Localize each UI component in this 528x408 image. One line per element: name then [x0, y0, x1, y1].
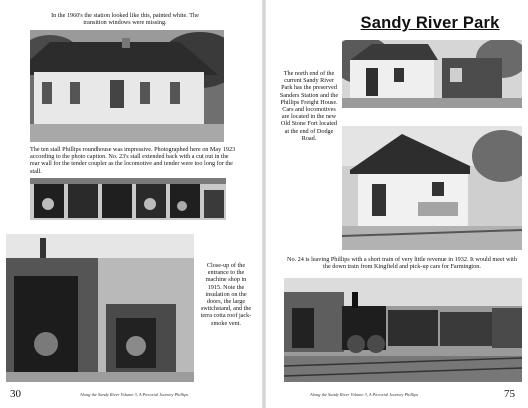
caption-roundhouse: The ten stall Phillips roundhouse was impressive. Photographed here on May 1923 according to the photo caption. No. 23's stall extended back with a cut out in the rear wall for the tender coupler as the locomotive and tender were too long for the stall. — [30, 146, 236, 175]
page-number-right: 75 — [504, 388, 515, 400]
caption-no-24: No. 24 is leaving Phillips with a short train of very little revenue in 1932. It would meet with the down train from Kingfield and pick-up cars for Farmington. — [287, 256, 517, 271]
caption-machine-shop: Close-up of the entrance to the machine shop in 1915. Note the insulation on the doors, the large switchstand, and the terra cotta roof jack-smoke vent. — [200, 262, 252, 327]
footer-left: Along the Sandy River Volume 3, A Pictorial Journey Phillips — [80, 392, 189, 397]
book-gutter — [262, 0, 266, 408]
photo-roundhouse — [30, 178, 226, 220]
photo-machine-shop — [6, 234, 194, 382]
page-title: Sandy River Park — [360, 14, 500, 32]
footer-right: Along the Sandy River Volume 3, A Pictorial Journey Phillips — [310, 392, 419, 397]
photo-phillips-station — [30, 30, 224, 142]
photo-sanders-station — [342, 40, 522, 108]
caption-station-1960s: In the 1960's the station looked like this, painted white. The transition windows were missing. — [51, 12, 199, 27]
photo-freight-house — [342, 126, 522, 250]
page-number-left: 30 — [10, 388, 21, 400]
caption-sandy-river-park: The north end of the current Sandy River Park has the preserved Sanders Station and the Phillips Freight House. Cars and locomotives are located in the new Old Stone Fort located at the end of Dodge Road. — [279, 70, 339, 142]
photo-no-24-train — [284, 278, 522, 382]
